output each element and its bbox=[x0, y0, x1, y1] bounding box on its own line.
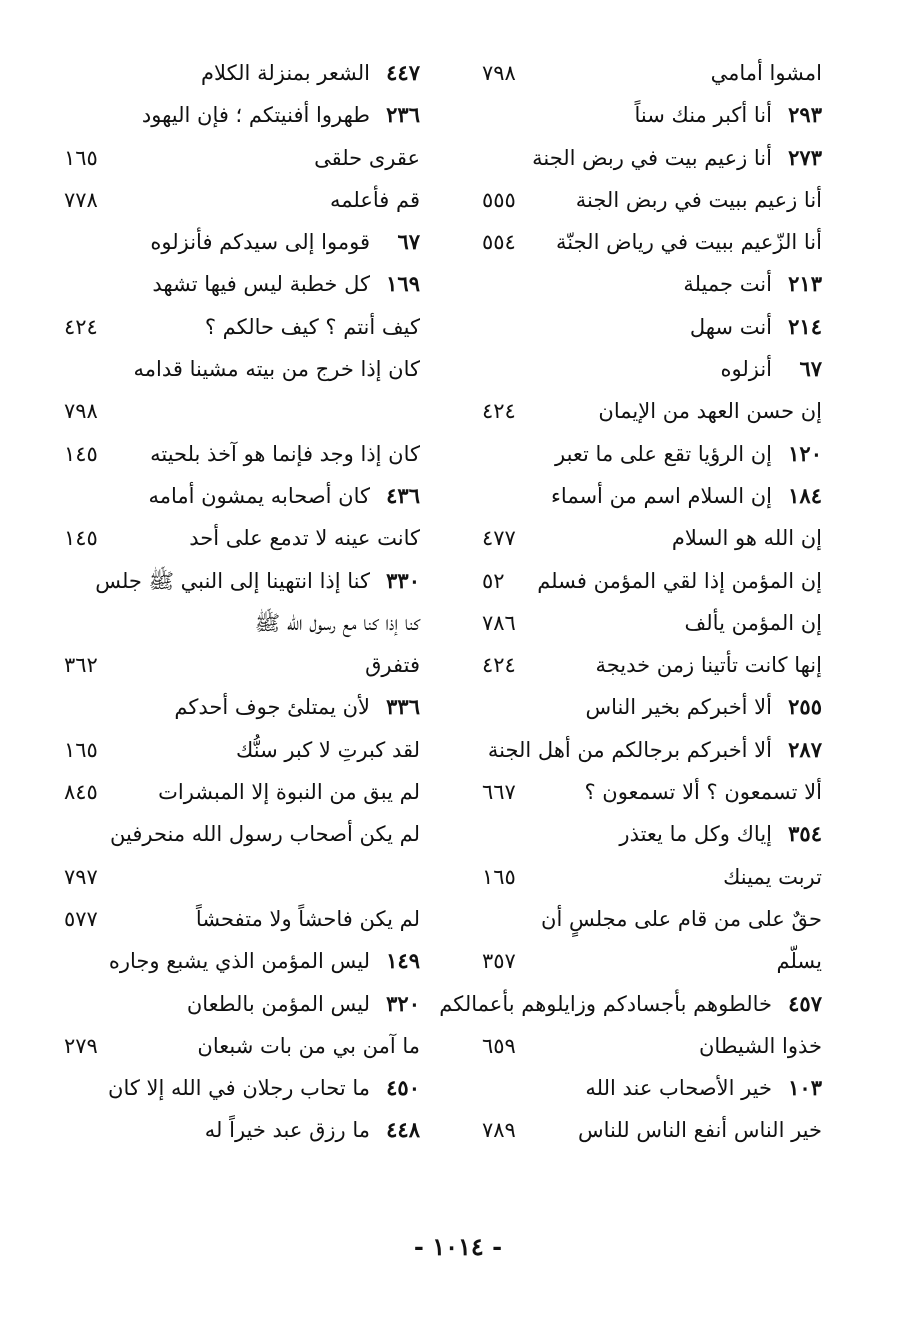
entry-text: إن حسن العهد من الإيمان bbox=[598, 399, 822, 424]
entry-number: ٤٥٠ bbox=[386, 1075, 420, 1101]
entry-number: ١٠٣ bbox=[788, 1075, 822, 1101]
entry-page-ref: ٦٥٩ bbox=[482, 1033, 516, 1058]
index-entry bbox=[482, 560, 822, 602]
entry-page-ref: ٧٩٨ bbox=[482, 61, 516, 85]
entry-text: إن الرؤيا تقع على ما تعبر bbox=[554, 441, 772, 466]
entry-text: كانت عينه لا تدمع على أحد bbox=[189, 526, 420, 551]
entry-text: خير الناس أنفع الناس للناس bbox=[577, 1118, 822, 1143]
index-column-right bbox=[439, 52, 822, 1152]
entry-text: إن المؤمن إذا لقي المؤمن فسلم bbox=[537, 568, 822, 593]
index-entry bbox=[64, 940, 420, 982]
entry-text: إنها كانت تأتينا زمن خديجة bbox=[595, 653, 822, 678]
entry-text: كنا إذا انتهينا إلى النبي ﷺ جلس bbox=[95, 568, 370, 593]
entry-text: إياك وكل ما يعتذر bbox=[619, 822, 772, 847]
index-entry bbox=[482, 644, 822, 686]
entry-text: أنا أكبر منك سناً bbox=[634, 103, 772, 128]
entry-text: ما رزق عبد خيراً له bbox=[204, 1118, 370, 1143]
index-entry bbox=[482, 475, 822, 517]
entry-page-ref: ١٦٥ bbox=[64, 145, 98, 170]
entry-page-ref: ٧٨٦ bbox=[482, 610, 516, 635]
entry-text: ليس المؤمن بالطعان bbox=[186, 991, 370, 1016]
entry-number: ٣٣٠ bbox=[386, 567, 420, 593]
index-entry bbox=[482, 94, 822, 136]
index-entry bbox=[64, 1025, 420, 1067]
entry-page-ref: ٧٧٨ bbox=[64, 187, 98, 212]
entry-text: لأن يمتلئ جوف أحدكم bbox=[174, 695, 370, 720]
entry-page-ref: ٧٨٩ bbox=[482, 1118, 516, 1143]
index-entry bbox=[482, 898, 822, 940]
entry-text: خالطوهم بأجسادكم وزايلوهم بأعمالكم bbox=[439, 991, 772, 1016]
entry-page-ref: ٤٢٤ bbox=[482, 399, 516, 424]
index-entry bbox=[64, 179, 420, 221]
index-entry bbox=[64, 433, 420, 475]
entry-text: كنا إذا كنا مع رسول الله ﷺ bbox=[254, 610, 420, 635]
entry-number: ٢١٣ bbox=[788, 271, 822, 297]
entry-number: ٢٣٦ bbox=[386, 102, 420, 128]
entry-text: أنت سهل bbox=[689, 314, 772, 339]
index-entry bbox=[64, 983, 420, 1025]
entry-text: حقٌ على من قام على مجلسٍ أن bbox=[541, 906, 822, 931]
index-entry bbox=[64, 137, 420, 179]
entry-page-ref: ٥٥٤ bbox=[482, 230, 516, 255]
entry-text: يسلّم bbox=[776, 949, 822, 974]
index-entry bbox=[64, 644, 420, 686]
entry-number: ٣٢٠ bbox=[386, 990, 420, 1016]
entry-text: خذوا الشيطان bbox=[698, 1033, 822, 1058]
entry-text: أنزلوه bbox=[720, 357, 772, 382]
index-entry bbox=[64, 1109, 420, 1151]
entry-text: لم يكن فاحشاً ولا متفحشاً bbox=[195, 906, 420, 931]
entry-text: ألا تسمعون ؟ ألا تسمعون ؟ bbox=[584, 780, 822, 805]
entry-text: خير الأصحاب عند الله bbox=[585, 1076, 772, 1101]
index-entry bbox=[64, 52, 420, 94]
entry-page-ref: ٣٦٢ bbox=[64, 653, 98, 678]
index-entry bbox=[482, 1109, 822, 1151]
index-entry bbox=[64, 856, 420, 898]
entry-text: إن الله هو السلام bbox=[671, 526, 822, 551]
entry-number: ٣٣٦ bbox=[386, 694, 420, 720]
index-entry bbox=[64, 771, 420, 813]
index-entry bbox=[64, 560, 420, 602]
entry-page-ref: ١٦٥ bbox=[64, 737, 98, 762]
entry-text: امشوا أمامي bbox=[710, 61, 822, 85]
entry-text: كان أصحابه يمشون أمامه bbox=[148, 483, 370, 508]
entry-text: لقد كبرتِ لا كبر سنُّك bbox=[236, 737, 420, 762]
index-entry bbox=[482, 52, 822, 94]
entry-page-ref: ٤٢٤ bbox=[482, 653, 516, 678]
index-entry bbox=[482, 602, 822, 644]
entry-page-ref: ٥٧٧ bbox=[64, 906, 98, 931]
index-entry bbox=[482, 729, 822, 771]
entry-number: ٣٥٤ bbox=[788, 821, 822, 847]
index-entry bbox=[482, 137, 822, 179]
entry-text: طهروا أفنيتكم ؛ فإن اليهود bbox=[141, 103, 370, 128]
entry-text: ألا أخبركم بخير الناس bbox=[585, 695, 772, 720]
index-entry bbox=[64, 898, 420, 940]
entry-page-ref: ٥٥٥ bbox=[482, 187, 516, 212]
entry-text: الشعر بمنزلة الكلام bbox=[201, 61, 370, 85]
entry-number: ٤٤٨ bbox=[386, 1117, 420, 1143]
index-entry bbox=[64, 729, 420, 771]
index-entry bbox=[482, 221, 822, 263]
page-number: - ١٠١٤ - bbox=[413, 1232, 503, 1261]
entry-text: ما تحاب رجلان في الله إلا كان bbox=[108, 1076, 370, 1101]
entry-number: ٦٧ bbox=[799, 356, 822, 382]
index-entry bbox=[482, 1067, 822, 1109]
entry-text: أنت جميلة bbox=[683, 272, 772, 297]
entry-text: ألا أخبركم برجالكم من أهل الجنة bbox=[487, 737, 772, 762]
index-entry bbox=[482, 306, 822, 348]
index-entry bbox=[439, 983, 822, 1025]
entry-number: ٤٤٧ bbox=[386, 60, 420, 85]
index-entry bbox=[482, 1025, 822, 1067]
index-entry bbox=[64, 475, 420, 517]
entry-number: ٢٩٣ bbox=[788, 102, 822, 128]
entry-number: ٢٥٥ bbox=[788, 694, 822, 720]
entry-text: كان إذا وجد فإنما هو آخذ بلحيته bbox=[150, 441, 420, 466]
entry-number: ٤٥٧ bbox=[788, 990, 822, 1016]
entry-text: أنا زعيم بيت في ربض الجنة bbox=[532, 145, 772, 170]
entry-page-ref: ٨٤٥ bbox=[64, 780, 98, 805]
index-entry bbox=[482, 686, 822, 728]
index-entry bbox=[64, 602, 420, 644]
entry-page-ref: ٥٢ bbox=[482, 568, 505, 593]
index-column-left bbox=[64, 52, 420, 1152]
index-entry bbox=[64, 263, 420, 305]
entry-number: ٤٣٦ bbox=[386, 482, 420, 508]
entry-number: ١٤٩ bbox=[386, 948, 420, 974]
index-entry bbox=[482, 263, 822, 305]
entry-text: إن السلام اسم من أسماء bbox=[551, 483, 772, 508]
index-entry bbox=[64, 517, 420, 559]
entry-page-ref: ٧٩٨ bbox=[64, 399, 98, 424]
index-entry bbox=[482, 179, 822, 221]
index-entry bbox=[64, 94, 420, 136]
index-entry bbox=[482, 348, 822, 390]
entry-text: فتفرق bbox=[365, 653, 420, 678]
index-entry bbox=[64, 221, 420, 263]
entry-text: كان إذا خرج من بيته مشينا قدامه bbox=[133, 357, 420, 382]
entry-text: كيف أنتم ؟ كيف حالكم ؟ bbox=[204, 314, 420, 339]
entry-text: لم يبق من النبوة إلا المبشرات bbox=[158, 780, 420, 805]
entry-page-ref: ٦٦٧ bbox=[482, 780, 516, 805]
index-entry bbox=[64, 306, 420, 348]
entry-number: ٦٧ bbox=[397, 229, 420, 255]
entry-text: قم فأعلمه bbox=[329, 187, 420, 212]
index-entry bbox=[64, 348, 420, 390]
index-entry bbox=[64, 390, 420, 432]
entry-number: ٢٧٣ bbox=[788, 144, 822, 170]
entry-text: ليس المؤمن الذي يشبع وجاره bbox=[108, 949, 370, 974]
entry-page-ref: ٤٢٤ bbox=[64, 314, 98, 339]
index-entry bbox=[482, 940, 822, 982]
entry-number: ٢٨٧ bbox=[788, 736, 822, 762]
index-entry bbox=[482, 856, 822, 898]
entry-text: إن المؤمن يألف bbox=[684, 610, 822, 635]
entry-text: قوموا إلى سيدكم فأنزلوه bbox=[150, 230, 370, 255]
index-entry bbox=[482, 771, 822, 813]
entry-text: لم يكن أصحاب رسول الله منحرفين bbox=[110, 822, 420, 847]
index-entry bbox=[482, 813, 822, 855]
entry-text: كل خطبة ليس فيها تشهد bbox=[152, 272, 370, 297]
index-entry bbox=[482, 390, 822, 432]
entry-page-ref: ٤٧٧ bbox=[482, 526, 516, 551]
entry-number: ٢١٤ bbox=[788, 313, 822, 339]
index-entry bbox=[64, 813, 420, 855]
entry-text: أنا زعيم ببيت في ربض الجنة bbox=[575, 187, 822, 212]
entry-page-ref: ١٤٥ bbox=[64, 526, 98, 551]
entry-page-ref: ١٦٥ bbox=[482, 864, 516, 889]
entry-number: ١٦٩ bbox=[386, 271, 420, 297]
entry-text: تربت يمينك bbox=[723, 864, 822, 889]
index-entry bbox=[64, 1067, 420, 1109]
entry-page-ref: ٣٥٧ bbox=[482, 949, 516, 974]
entry-text: ما آمن بي من بات شبعان bbox=[197, 1033, 420, 1058]
entry-text: أنا الزّعيم ببيت في رياض الجنّة bbox=[556, 230, 822, 255]
entry-page-ref: ٢٧٩ bbox=[64, 1033, 98, 1058]
entry-page-ref: ١٤٥ bbox=[64, 441, 98, 466]
index-entry bbox=[482, 517, 822, 559]
entry-number: ١٢٠ bbox=[788, 440, 822, 466]
index-entry bbox=[482, 433, 822, 475]
entry-text: عقرى حلقى bbox=[314, 145, 420, 170]
index-entry bbox=[64, 686, 420, 728]
entry-number: ١٨٤ bbox=[788, 482, 822, 508]
entry-page-ref: ٧٩٧ bbox=[64, 864, 98, 889]
